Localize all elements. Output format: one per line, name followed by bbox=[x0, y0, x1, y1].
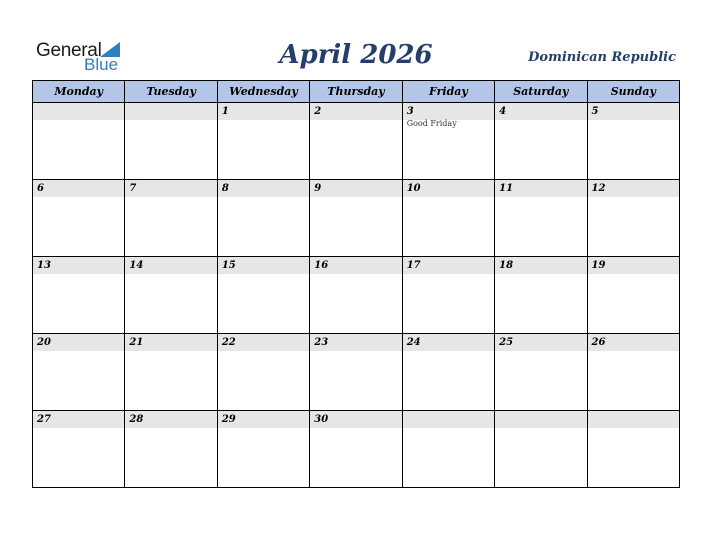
day-cell bbox=[217, 334, 309, 411]
day-cell bbox=[217, 103, 309, 180]
weekday-friday: Friday bbox=[402, 81, 494, 103]
day-cell bbox=[33, 411, 125, 488]
day-cell bbox=[125, 411, 217, 488]
week-row bbox=[33, 257, 680, 334]
day-cell bbox=[33, 103, 125, 180]
day-cell bbox=[310, 411, 402, 488]
day-number: 26 bbox=[588, 334, 679, 351]
week-row bbox=[33, 180, 680, 257]
day-number: 30 bbox=[310, 411, 401, 428]
day-number: 29 bbox=[218, 411, 309, 428]
day-cell bbox=[217, 411, 309, 488]
day-cell bbox=[310, 334, 402, 411]
day-cell bbox=[125, 103, 217, 180]
day-cell bbox=[33, 334, 125, 411]
weekday-thursday: Thursday bbox=[310, 81, 402, 103]
day-number: 4 bbox=[495, 103, 586, 120]
day-number: 5 bbox=[588, 103, 679, 120]
day-cell bbox=[587, 257, 679, 334]
day-cell bbox=[587, 103, 679, 180]
day-number: 9 bbox=[310, 180, 401, 197]
day-number: 21 bbox=[125, 334, 216, 351]
day-number bbox=[495, 411, 586, 428]
holiday-label: Good Friday bbox=[406, 119, 457, 128]
day-cell bbox=[495, 180, 587, 257]
day-cell bbox=[402, 180, 494, 257]
week-row bbox=[33, 334, 680, 411]
day-cell bbox=[402, 103, 494, 180]
day-number: 20 bbox=[33, 334, 124, 351]
day-number: 8 bbox=[218, 180, 309, 197]
weekday-saturday: Saturday bbox=[495, 81, 587, 103]
day-number: 14 bbox=[125, 257, 216, 274]
weekday-header-row bbox=[33, 81, 680, 103]
day-number: 17 bbox=[403, 257, 494, 274]
day-number: 27 bbox=[33, 411, 124, 428]
day-number: 3 bbox=[403, 103, 494, 120]
day-cell bbox=[402, 411, 494, 488]
day-number: 7 bbox=[125, 180, 216, 197]
day-number: 19 bbox=[588, 257, 679, 274]
day-number: 6 bbox=[33, 180, 124, 197]
day-cell bbox=[495, 334, 587, 411]
day-number: 16 bbox=[310, 257, 401, 274]
day-number: 13 bbox=[33, 257, 124, 274]
day-cell bbox=[310, 257, 402, 334]
weekday-sunday: Sunday bbox=[587, 81, 679, 103]
day-number bbox=[588, 411, 679, 428]
week-row bbox=[33, 103, 680, 180]
calendar-grid bbox=[32, 80, 680, 488]
week-row bbox=[33, 411, 680, 488]
day-cell bbox=[402, 334, 494, 411]
day-number: 23 bbox=[310, 334, 401, 351]
calendar-title: April 2026 bbox=[279, 40, 433, 70]
day-number: 11 bbox=[495, 180, 586, 197]
weekday-tuesday: Tuesday bbox=[125, 81, 217, 103]
day-cell bbox=[125, 334, 217, 411]
day-number: 18 bbox=[495, 257, 586, 274]
day-number bbox=[125, 103, 216, 120]
logo-text-general: General bbox=[36, 40, 102, 61]
day-cell bbox=[33, 180, 125, 257]
day-cell bbox=[495, 411, 587, 488]
day-cell bbox=[587, 180, 679, 257]
country-name: Dominican Republic bbox=[528, 50, 676, 65]
day-number: 22 bbox=[218, 334, 309, 351]
day-number bbox=[33, 103, 124, 120]
day-number: 1 bbox=[218, 103, 309, 120]
day-number: 28 bbox=[125, 411, 216, 428]
day-cell bbox=[402, 257, 494, 334]
day-cell bbox=[310, 103, 402, 180]
day-number: 10 bbox=[403, 180, 494, 197]
day-number: 25 bbox=[495, 334, 586, 351]
day-number: 2 bbox=[310, 103, 401, 120]
day-number: 24 bbox=[403, 334, 494, 351]
day-number bbox=[403, 411, 494, 428]
day-number: 12 bbox=[588, 180, 679, 197]
day-cell bbox=[310, 180, 402, 257]
day-cell bbox=[217, 180, 309, 257]
day-number: 15 bbox=[218, 257, 309, 274]
day-cell bbox=[587, 334, 679, 411]
day-cell bbox=[125, 180, 217, 257]
day-cell bbox=[125, 257, 217, 334]
logo-text-blue: Blue bbox=[84, 55, 119, 74]
day-cell bbox=[33, 257, 125, 334]
weekday-wednesday: Wednesday bbox=[217, 81, 309, 103]
day-cell bbox=[495, 257, 587, 334]
day-cell bbox=[217, 257, 309, 334]
weekday-monday: Monday bbox=[33, 81, 125, 103]
day-cell bbox=[587, 411, 679, 488]
day-cell bbox=[495, 103, 587, 180]
